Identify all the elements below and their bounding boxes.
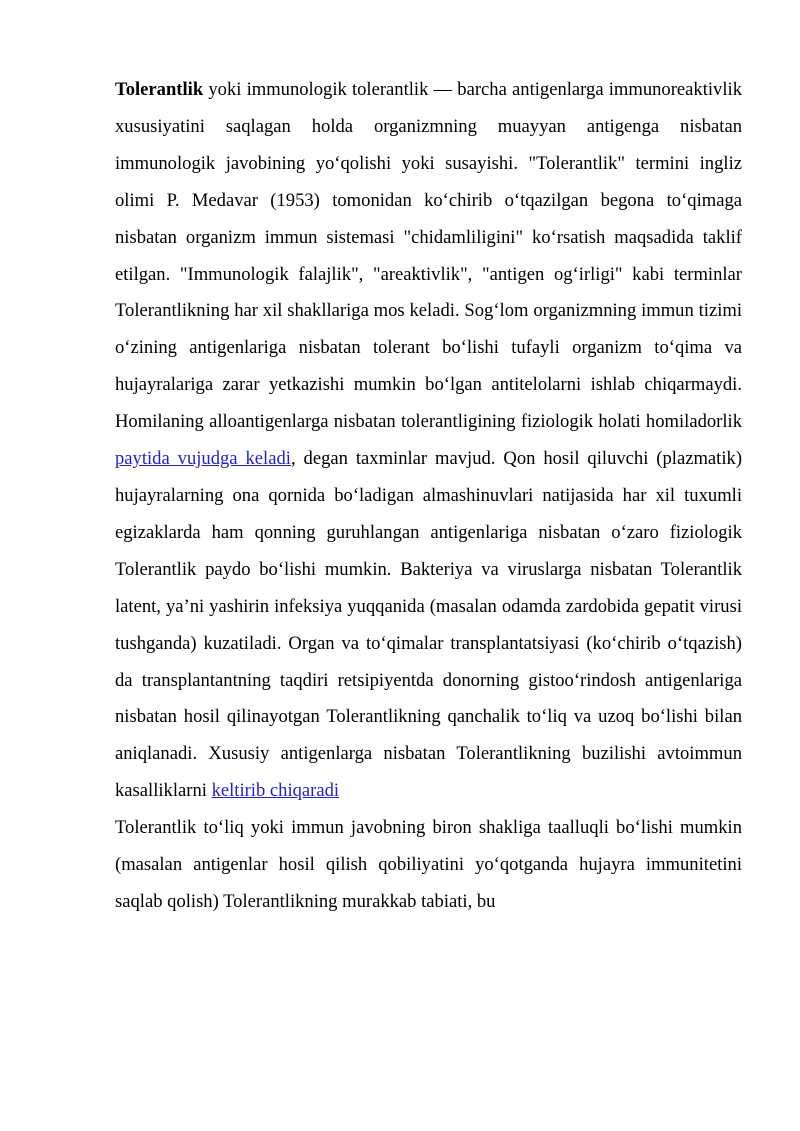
paragraph-2: Tolerantlik toʻliq yoki immun javobning biron shakliga taalluqli boʻlishi mumkin (masalan antigenlar hosil qilish qobiliyatini yoʻqotganda hujayra immunitetini saqlab qolish) Tolerantlikning murakkab tabiati, bu [115, 817, 742, 912]
paragraph-1-text-part-2: , degan taxminlar mavjud. Qon hosil qiluvchi (plazmatik) hujayralarning ona qornida boʻladigan almashinuvlari natijasida har xil tuxumli egizaklarda ham qonning guruhlangan antigenlariga nisbatan oʻzaro fiziologik Tolerantlik paydo boʻlishi mumkin. Bakteriya va viruslarga nisbatan Tolerantlik latent, ya’ni yashirin infeksiya yuqqanida (masalan odamda zardobida gepatit virusi tushganda) kuzatiladi. Organ va toʻqimalar transplantatsiyasi (koʻchirib oʻtqazish) da transplantantning taqdiri retsipiyentda donorning gistooʻrindosh antigenlariga nisbatan hosil qilinayotgan Tolerantlikning qanchalik toʻliq va uzoq boʻlishi bilan aniqlanadi. Xususiy antigenlarga nisbatan Tolerantlikning buzilishi avtoimmun kasalliklarni [115, 448, 743, 802]
paragraph-1-text-part-1: yoki immunologik tolerantlik — barcha antigenlarga immunoreaktivlik xususiyatini saqlagan holda organizmning muayyan antigenga nisbatan immunologik javobining yoʻqolishi yoki susayishi. "Tolerantlik" termini ingliz olimi P. Medavar (1953) tomonidan koʻchirib oʻtqazilgan begona toʻqimaga nisbatan organizm immun sistemasi "chidamliligini" koʻrsatish maqsadida taklif etilgan. "Immunologik falajlik", "areaktivlik", "antigen ogʻirligi" kabi terminlar Tolerantlikning har xil shakllariga mos keladi. Sogʻlom organizmning immun tizimi oʻzining antigenlariga nisbatan tolerant boʻlishi tufayli organizm toʻqima va hujayralariga zarar yetkazishi mumkin boʻlgan antitelolarni ishlab chiqarmaydi. Homilaning alloantigenlarga nisbatan tolerantligining fiziologik holati homiladorlik [115, 79, 742, 433]
term-heading: Tolerantlik [115, 79, 204, 100]
link-keltirib-chiqaradi[interactable]: keltirib chiqaradi [211, 780, 340, 802]
link-paytida-vujudga-keladi[interactable]: paytida vujudga keladi [115, 448, 291, 470]
paragraph-1 [115, 72, 742, 810]
document-page [115, 72, 742, 921]
